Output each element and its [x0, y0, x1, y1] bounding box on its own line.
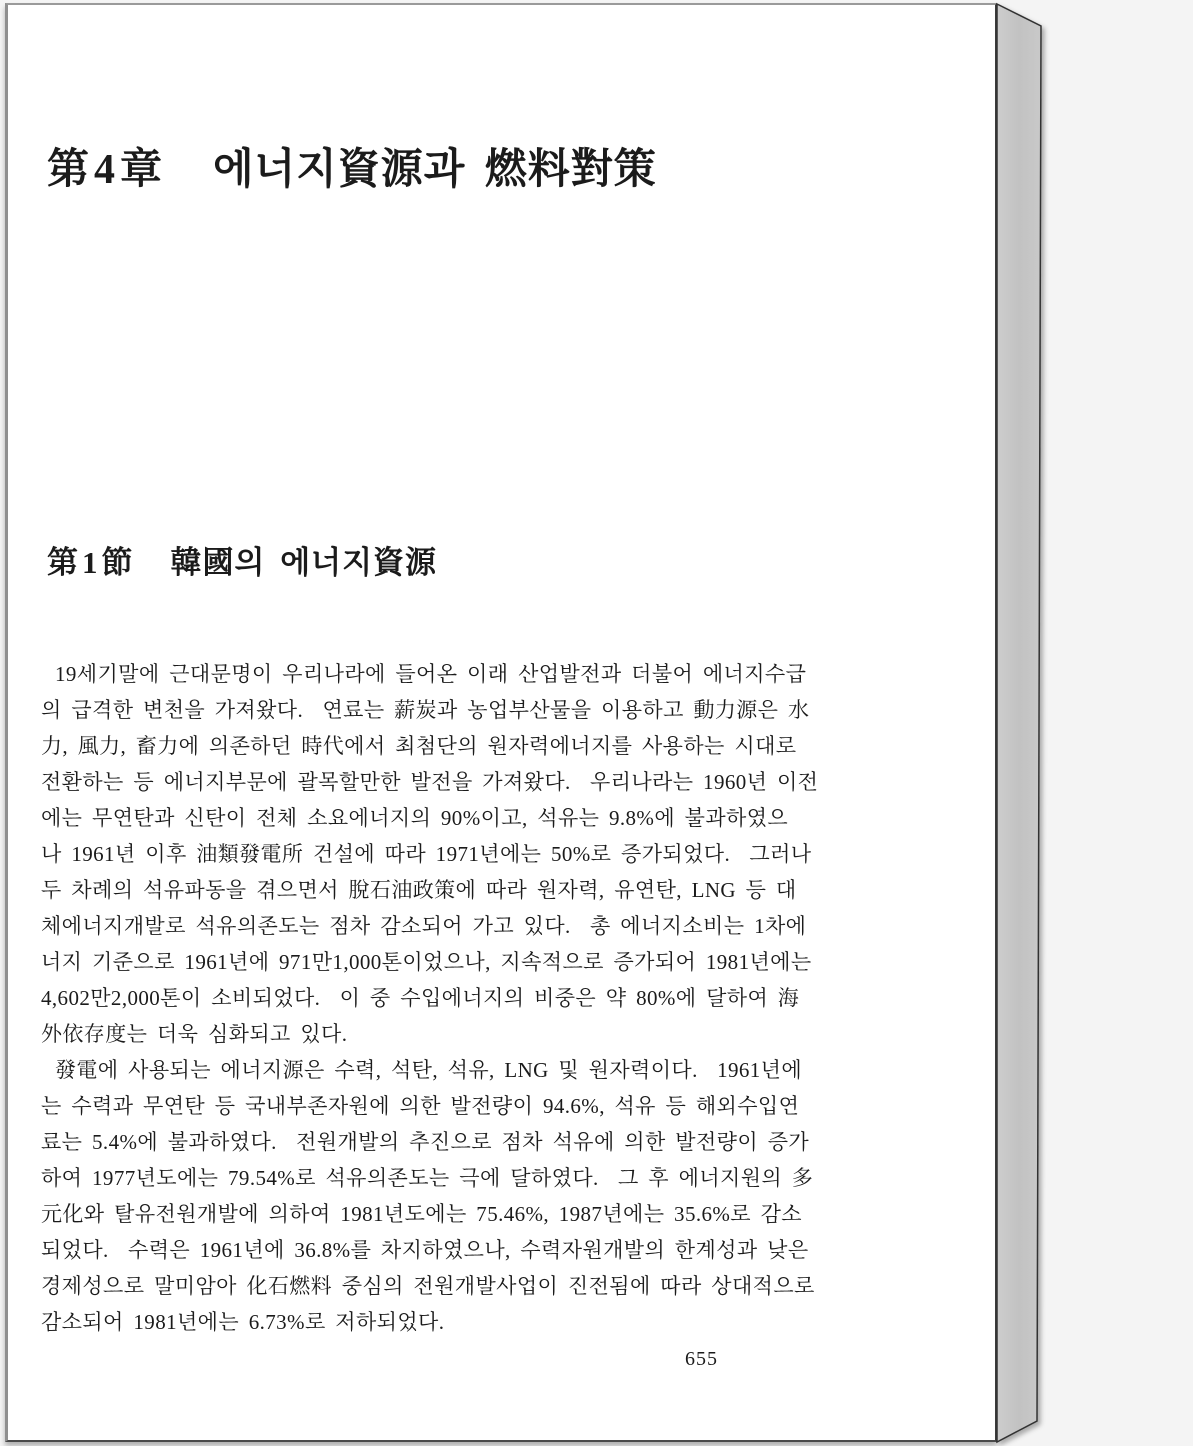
text-line: 19세기말에 근대문명이 우리나라에 들어온 이래 산업발전과 더불어 에너지수급 [55, 662, 807, 686]
text-line: 發電에 사용되는 에너지源은 수력, 석탄, 석유, LNG 및 원자력이다. 1961년에 [55, 1058, 803, 1082]
section-title-text: 韓國의 에너지資源 [170, 545, 438, 580]
section-title [47, 543, 437, 583]
text-line: 의 급격한 변천을 가져왔다. 연료는 薪炭과 농업부산물을 이용하고 動力源은 水 [41, 698, 810, 722]
book-page [5, 3, 997, 1442]
section-number: 第1節 [47, 545, 137, 580]
text-line: 되었다. 수력은 1961년에 36.8%를 차지하였으나, 수력자원개발의 한계성과 낮은 [41, 1238, 809, 1262]
text-line: 外依存度는 더욱 심화되고 있다. [41, 1022, 348, 1046]
chapter-number: 第4章 [47, 147, 168, 193]
text-line: 전환하는 등 에너지부문에 괄목할만한 발전을 가져왔다. 우리나라는 1960년 이전 [41, 770, 819, 794]
text-line: 너지 기준으로 1961년에 971만1,000톤이었으나, 지속적으로 증가되어 1981년에는 [41, 950, 812, 974]
text-line: 力, 風力, 畜力에 의존하던 時代에서 최첨단의 원자력에너지를 사용하는 시대로 [41, 734, 797, 758]
text-line: 두 차례의 석유파동을 겪으면서 脫石油政策에 따라 원자력, 유연탄, LNG 등 대 [41, 878, 797, 902]
text-line: 료는 5.4%에 불과하였다. 전원개발의 추진으로 점차 석유에 의한 발전량이 증가 [41, 1130, 810, 1154]
text-line: 에는 무연탄과 신탄이 전체 소요에너지의 90%이고, 석유는 9.8%에 불과하였으 [41, 806, 789, 830]
page-number: 655 [685, 1348, 718, 1370]
chapter-title-text: 에너지資源과 燃料對策 [213, 147, 657, 193]
text-line: 는 수력과 무연탄 등 국내부존자원에 의한 발전량이 94.6%, 석유 등 해외수입연 [41, 1094, 800, 1118]
text-line: 경제성으로 말미암아 化石燃料 중심의 전원개발사업이 진전됨에 따라 상대적으로 [41, 1274, 815, 1298]
text-line: 4,602만2,000톤이 소비되었다. 이 중 수입에너지의 비중은 약 80%에 달하여 海 [41, 986, 800, 1010]
text-line: 나 1961년 이후 油類發電所 건설에 따라 1971년에는 50%로 증가되었다. 그러나 [41, 842, 812, 866]
text-line: 감소되어 1981년에는 6.73%로 저하되었다. [41, 1310, 445, 1334]
text-line: 하여 1977년도에는 79.54%로 석유의존도는 극에 달하였다. 그 후 에너지원의 多 [41, 1166, 814, 1190]
body-text [41, 656, 819, 1340]
text-line: 체에너지개발로 석유의존도는 점차 감소되어 가고 있다. 총 에너지소비는 1차에 [41, 914, 807, 938]
page-stack-edge [997, 4, 1041, 1442]
text-line: 元化와 탈유전원개발에 의하여 1981년도에는 75.46%, 1987년에는 35.6%로 감소 [41, 1202, 802, 1226]
chapter-title [47, 143, 657, 198]
